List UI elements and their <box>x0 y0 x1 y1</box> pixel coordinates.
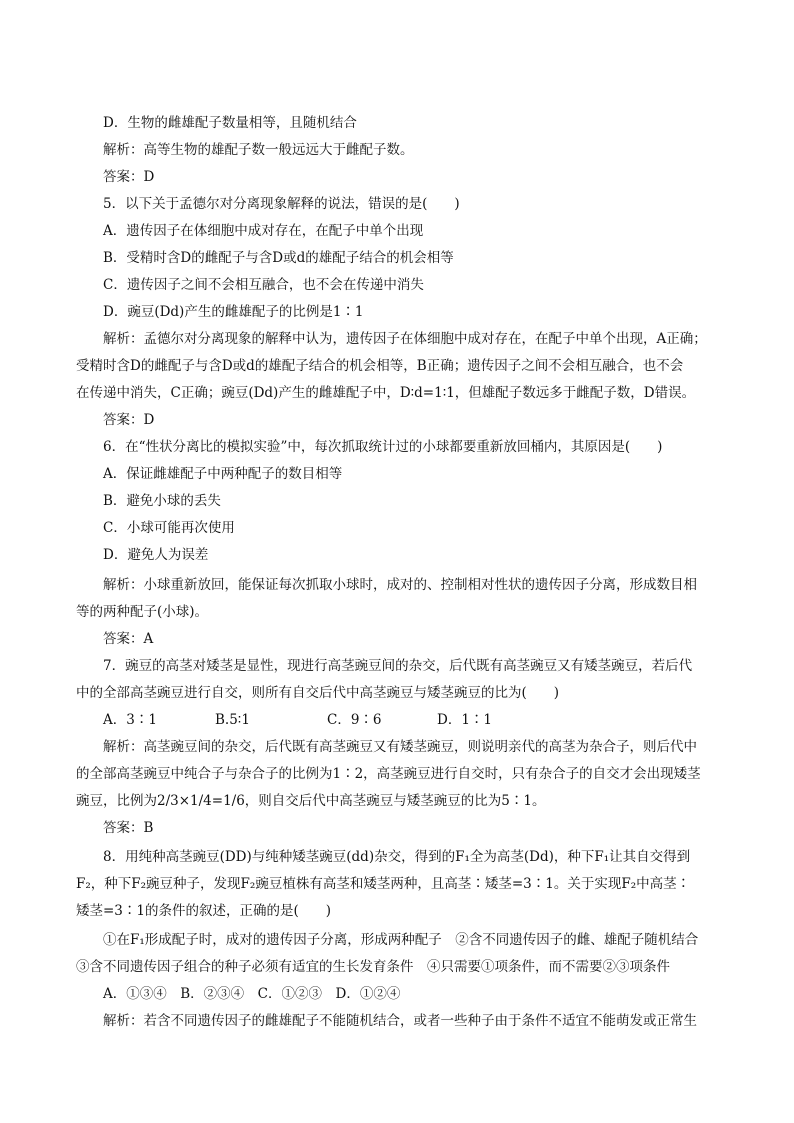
statements-q8-line2: ③含不同遗传因子组合的种子必须有适宜的生长发育条件 ④只需要①项条件，而不需要②③项条件 <box>76 959 670 975</box>
answer-q5: 答案：D <box>103 412 155 428</box>
option-d-q7: D．1∶1 <box>437 712 493 728</box>
question-5: 5．以下关于孟德尔对分离现象解释的说法，错误的是( ) <box>103 196 460 212</box>
analysis-q4: 解析：高等生物的雄配子数一般远远大于雌配子数。 <box>103 142 414 158</box>
analysis-q5-line3: 在传递中消失，C正确；豌豆(Dd)产生的雌雄配子中，D∶d=1∶1，但雄配子数远多于雌配子数，D错误。 <box>76 385 696 401</box>
answer-q6: 答案：A <box>103 631 154 647</box>
analysis-q7-line3: 豌豆，比例为2/3×1/4=1/6，则自交后代中高茎豌豆与矮茎豌豆的比为5∶1。 <box>76 793 546 809</box>
option-d-q6: D．避免人为误差 <box>103 547 209 563</box>
question-7-line2: 中的全部高茎豌豆进行自交，则所有自交后代中高茎豌豆与矮茎豌豆的比为( ) <box>76 685 560 701</box>
analysis-q5-line2: 受精时含D的雌配子与含D或d的雄配子结合的机会相等，B正确；遗传因子之间不会相互融合，也不会 <box>76 358 684 374</box>
analysis-q7-line2: 的全部高茎豌豆中纯合子与杂合子的比例为1∶2，高茎豌豆进行自交时，只有杂合子的自交才会出现矮茎 <box>76 766 701 782</box>
option-d-q4: D．生物的雌雄配子数量相等，且随机结合 <box>103 115 357 131</box>
option-a-q7: A．3∶1 <box>103 712 157 728</box>
question-7-line1: 7．豌豆的高茎对矮茎是显性，现进行高茎豌豆间的杂交，后代既有高茎豌豆又有矮茎豌豆，若后代 <box>103 658 693 674</box>
analysis-q6-line2: 等的两种配子(小球)。 <box>76 604 209 620</box>
option-b-q7: B.5∶1 <box>215 712 250 728</box>
analysis-q7-line1: 解析：高茎豌豆间的杂交，后代既有高茎豌豆又有矮茎豌豆，则说明亲代的高茎为杂合子，则后代中 <box>103 739 697 755</box>
statements-q8-line1: ①在F₁形成配子时，成对的遗传因子分离，形成两种配子 ②含不同遗传因子的雌、雄配子随机结合 <box>103 932 699 948</box>
option-c-q5: C．遗传因子之间不会相互融合，也不会在传递中消失 <box>103 277 424 293</box>
question-6: 6．在“性状分离比的模拟实验”中，每次抓取统计过的小球都要重新放回桶内，其原因是( ) <box>103 439 663 455</box>
question-8-line3: 矮茎=3∶1的条件的叙述，正确的是( ) <box>76 903 332 919</box>
option-b-q5: B．受精时含D的雌配子与含D或d的雄配子结合的机会相等 <box>103 250 454 266</box>
analysis-q5-line1: 解析：孟德尔对分离现象的解释中认为，遗传因子在体细胞中成对存在，在配子中单个出现，A正确； <box>103 331 707 347</box>
answer-q7: 答案：B <box>103 820 154 836</box>
question-8-line1: 8．用纯种高茎豌豆(DD)与纯种矮茎豌豆(dd)杂交，得到的F₁全为高茎(Dd)，种下F₁让其自交得到 <box>103 849 691 865</box>
option-c-q6: C．小球可能再次使用 <box>103 520 235 536</box>
question-8-line2: F₂，种下F₂豌豆种子，发现F₂豌豆植株有高茎和矮茎两种，且高茎∶矮茎=3∶1。关于实现F₂中高茎∶ <box>76 876 691 892</box>
option-a-q5: A．遗传因子在体细胞中成对存在，在配子中单个出现 <box>103 223 424 239</box>
analysis-q8-line1: 解析：若含不同遗传因子的雌雄配子不能随机结合，或者一些种子由于条件不适宜不能萌发或正常生 <box>103 1013 697 1029</box>
option-d-q5: D．豌豆(Dd)产生的雌雄配子的比例是1∶1 <box>103 304 364 320</box>
options-q8: A．①③④ B．②③④ C．①②③ D．①②④ <box>103 986 401 1002</box>
option-b-q6: B．避免小球的丢失 <box>103 493 221 509</box>
options-q7 <box>103 710 492 730</box>
answer-q4: 答案：D <box>103 169 155 185</box>
option-a-q6: A．保证雌雄配子中两种配子的数目相等 <box>103 466 343 482</box>
analysis-q6-line1: 解析：小球重新放回，能保证每次抓取小球时，成对的、控制相对性状的遗传因子分离，形成数目相 <box>103 577 697 593</box>
option-c-q7: C．9∶6 <box>327 712 382 728</box>
